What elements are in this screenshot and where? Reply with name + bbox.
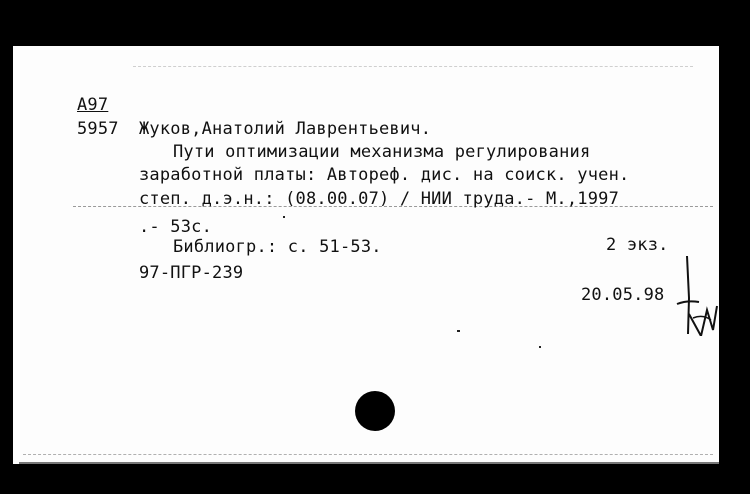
title-line-4: .- 53с. [139,217,213,237]
author-heading: Жуков,Анатолий Лаврентьевич. [139,119,432,139]
card-punch-hole [355,391,395,431]
handwritten-signature [673,254,723,336]
accession-date: 20.05.98 [581,285,665,305]
registration-number: 97-ПГР-239 [139,263,244,283]
title-line-1: Пути оптимизации механизма регулирования [173,142,591,162]
shelf-code: А97 [77,95,109,115]
inventory-number: 5957 [77,119,119,139]
scan-noise-line [133,66,693,68]
copies-count: 2 экз. [606,235,669,255]
scan-speck [457,330,460,332]
bibliography-note: Библиогр.: с. 51-53. [173,237,382,257]
catalog-card [13,46,719,464]
title-line-2: заработной платы: Автореф. дис. на соиск. учен. [139,165,630,185]
scan-speck [539,346,541,348]
scan-noise-line [23,454,713,456]
scan-speck [283,216,285,218]
title-line-3: степ. д.э.н.: (08.00.07) / НИИ труда.- М.,1997 [139,189,620,209]
card-bottom-edge [19,462,719,464]
